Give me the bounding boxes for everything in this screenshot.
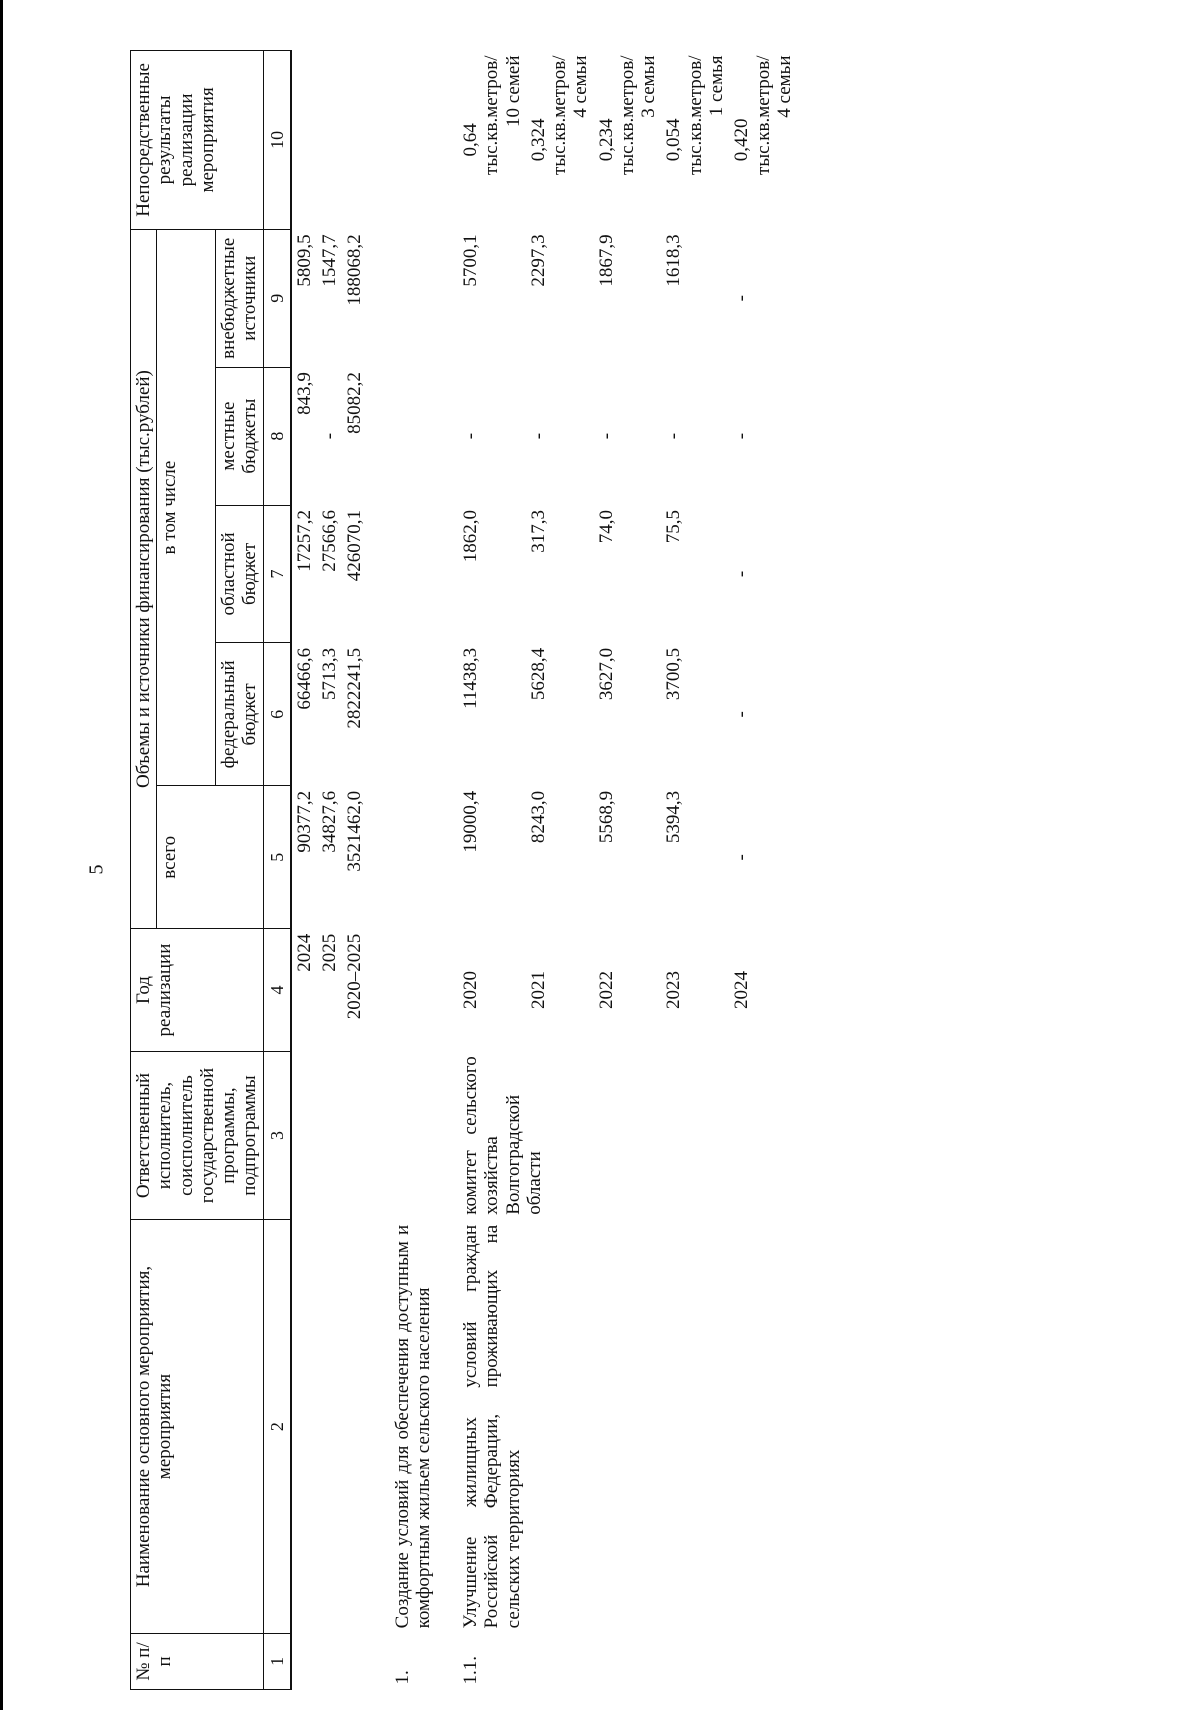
regional-cell: 74,0 <box>595 510 617 544</box>
result-families: 10 семей <box>502 55 524 127</box>
section-row <box>390 51 437 1690</box>
header-total: всего <box>157 786 263 929</box>
result-cell <box>526 51 594 230</box>
col-num-5: 5 <box>263 786 291 929</box>
header-federal: федеральный бюджет <box>216 643 264 786</box>
result-families: 4 семьи <box>773 55 795 118</box>
header-local: местные бюджеты <box>216 367 264 505</box>
regional-cell: 426070,1 <box>344 510 366 582</box>
result-families: 1 семья <box>706 55 727 117</box>
federal-cell: 5628,4 <box>527 647 549 701</box>
header-extrabudget: внебюджетные источники <box>216 229 264 367</box>
year-cell: 2021 <box>527 971 549 1010</box>
result-unit: тыс.кв.метров/ <box>481 55 503 175</box>
regional-cell: 27566,6 <box>319 510 341 572</box>
result-value: 0,64 <box>460 123 482 157</box>
section-number: 1. <box>391 1670 413 1685</box>
local-cell: - <box>595 432 617 440</box>
rotated-page-content <box>130 30 1030 1690</box>
regional-cell: 317,3 <box>527 510 549 553</box>
extrabudget-cell: 1547,7 <box>319 234 341 287</box>
table-row <box>458 51 526 1690</box>
extrabudget-cell: - <box>731 295 753 302</box>
header-financing: Объемы и источники финансирования (тыс.рублей) <box>131 229 157 928</box>
local-cell: 843,9 <box>293 372 315 415</box>
result-value: 0,054 <box>663 118 685 162</box>
header-including: в том числе <box>157 229 216 786</box>
total-cell: 8243,0 <box>527 790 549 844</box>
extrabudget-cell: 2297,3 <box>527 234 549 287</box>
col-num-4: 4 <box>263 929 291 1052</box>
local-cell: - <box>527 432 549 440</box>
page-number: 5 <box>85 864 108 875</box>
extrabudget-cell: 1867,9 <box>595 234 617 287</box>
local-cell: - <box>663 432 685 440</box>
header-year: Год реализации <box>131 929 264 1052</box>
result-cell <box>729 51 797 230</box>
regional-cell: 75,5 <box>663 510 685 544</box>
local-cell: - <box>460 432 482 440</box>
table-header <box>131 51 291 1690</box>
result-cell <box>661 51 729 230</box>
federal-cell: - <box>731 711 753 718</box>
col-num-7: 7 <box>263 505 291 643</box>
table-row <box>317 51 342 1690</box>
regional-cell: 1862,0 <box>460 510 482 563</box>
extrabudget-cell: 1618,3 <box>663 234 685 287</box>
result-value: 0,324 <box>527 118 549 162</box>
local-cell: 85082,2 <box>344 372 366 434</box>
col-num-3: 3 <box>263 1051 291 1219</box>
federal-cell: 3627,0 <box>595 647 617 701</box>
year-cell: 2020 <box>460 971 482 1010</box>
col-num-10: 10 <box>263 51 291 230</box>
local-cell: - <box>731 432 753 440</box>
federal-cell: 66466,6 <box>293 647 315 710</box>
year-cell: 2024 <box>731 971 753 1010</box>
item-name: Улучшение жилищных условий граждан Российской Федерации, проживающих на сельских территориях <box>460 1224 524 1629</box>
local-cell: - <box>319 432 341 440</box>
header-number: № п/п <box>131 1633 264 1689</box>
result-value: 0,420 <box>731 118 753 162</box>
header-executor: Ответственный исполнитель, соисполнитель государственной программы, подпрограммы <box>131 1051 264 1219</box>
result-families: 3 семьи <box>638 55 660 118</box>
total-cell: 34827,6 <box>319 790 341 853</box>
col-num-2: 2 <box>263 1220 291 1634</box>
result-unit: тыс.кв.метров/ <box>549 55 571 175</box>
scan-edge-line <box>0 0 3 1710</box>
year-cell: 2023 <box>663 971 685 1010</box>
extrabudget-cell: 5700,1 <box>460 234 482 287</box>
total-cell: 5568,9 <box>595 790 617 844</box>
col-num-1: 1 <box>263 1633 291 1689</box>
year-cell: 2022 <box>595 971 617 1010</box>
total-cell: 19000,4 <box>460 790 482 853</box>
total-cell: - <box>731 854 753 861</box>
result-cell <box>594 51 662 230</box>
result-unit: тыс.кв.метров/ <box>752 55 774 175</box>
item-number: 1.1. <box>460 1656 482 1685</box>
header-regional: областной бюджет <box>216 505 264 643</box>
total-cell: 5394,3 <box>663 790 685 844</box>
year-cell: 2025 <box>319 933 341 972</box>
section-name: Создание условий для обеспечения доступным и комфортным жильем сельского населения <box>391 1224 434 1629</box>
year-cell: 2020–2025 <box>344 933 366 1020</box>
regional-cell: 17257,2 <box>293 510 315 572</box>
header-results: Непосредственные результаты реализации мероприятия <box>131 51 264 230</box>
federal-cell: 3700,5 <box>663 647 685 701</box>
program-table <box>130 50 797 1690</box>
table-row <box>291 51 317 1690</box>
result-families: 4 семьи <box>570 55 592 118</box>
federal-cell: 11438,3 <box>460 647 482 709</box>
col-num-8: 8 <box>263 367 291 505</box>
result-unit: тыс.кв.метров/ <box>684 55 706 175</box>
result-cell <box>458 51 526 230</box>
col-num-6: 6 <box>263 643 291 786</box>
header-name: Наименование основного мероприятия, мероприятия <box>131 1220 264 1634</box>
table-row <box>342 51 367 1690</box>
federal-cell: 2822241,5 <box>344 647 366 729</box>
federal-cell: 5713,3 <box>319 647 341 701</box>
result-unit: тыс.кв.метров/ <box>616 55 638 175</box>
extrabudget-cell: 5809,5 <box>293 234 315 287</box>
total-cell: 90377,2 <box>293 790 315 853</box>
year-cell: 2024 <box>293 933 315 972</box>
col-num-9: 9 <box>263 229 291 367</box>
result-value: 0,234 <box>595 118 617 162</box>
total-cell: 3521462,0 <box>344 790 366 872</box>
item-executor: комитет сельского хозяйства Волгоградской области <box>460 1056 545 1215</box>
regional-cell: - <box>731 570 753 578</box>
extrabudget-cell: 188068,2 <box>344 234 366 306</box>
